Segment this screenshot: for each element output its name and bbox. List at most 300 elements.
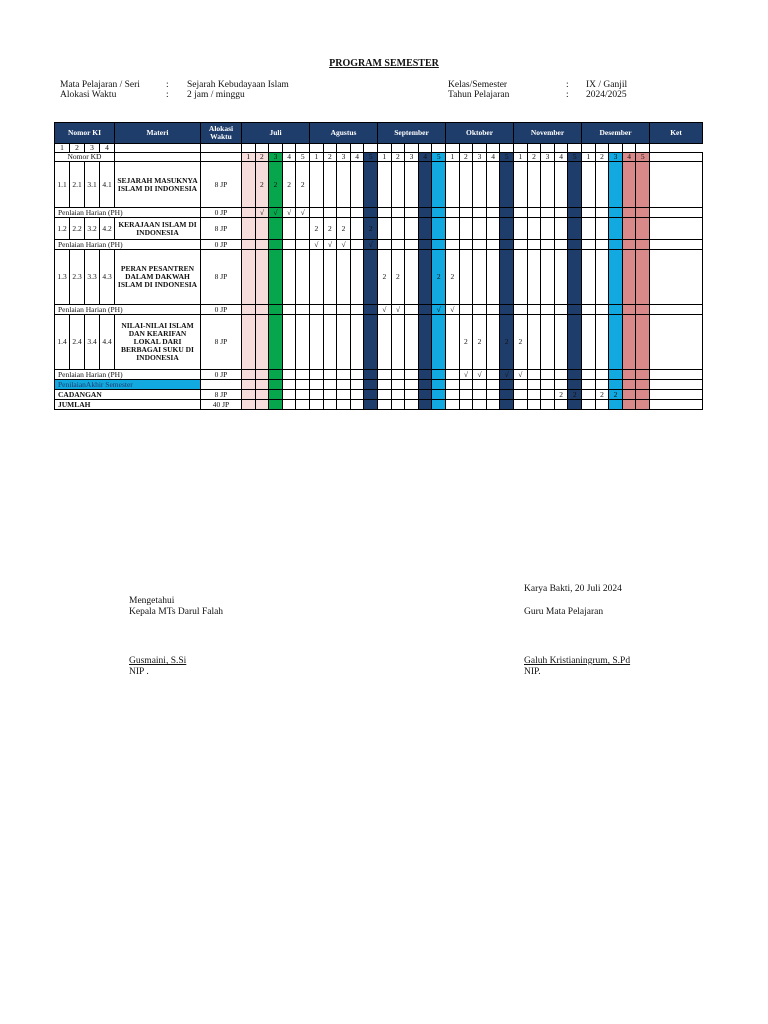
alokasi-cell: 8 JP [201, 390, 242, 400]
header-month: Agustus [310, 123, 378, 144]
program-table [54, 122, 703, 410]
week-cell [473, 390, 487, 400]
week-cell: √ [473, 370, 487, 380]
week-cell [269, 400, 283, 410]
week-cell [473, 208, 487, 218]
ket-cell [650, 240, 703, 250]
blank-cell [554, 144, 568, 153]
week-cell [514, 390, 528, 400]
week-cell [568, 208, 582, 218]
kd-number: 4.1 [100, 162, 115, 208]
week-cell [554, 305, 568, 315]
week-number: 4 [622, 153, 636, 162]
week-cell [282, 380, 296, 390]
week-number: 2 [391, 153, 405, 162]
blank-cell [405, 144, 419, 153]
week-cell [527, 305, 541, 315]
week-cell [582, 380, 596, 390]
ki-number: 3 [85, 144, 100, 153]
week-number: 3 [473, 153, 487, 162]
ket-cell [650, 315, 703, 370]
week-cell [595, 315, 609, 370]
blank-cell [255, 144, 269, 153]
week-cell [255, 390, 269, 400]
kd-number: 1.4 [55, 315, 70, 370]
week-cell [636, 305, 650, 315]
page-title: PROGRAM SEMESTER [329, 58, 439, 69]
week-cell [446, 380, 460, 390]
week-cell [568, 380, 582, 390]
week-cell [622, 240, 636, 250]
week-number: 1 [378, 153, 392, 162]
week-cell [323, 380, 337, 390]
ket-cell [650, 400, 703, 410]
week-number: 3 [405, 153, 419, 162]
place-date: Karya Bakti, 20 Juli 2024 [524, 584, 622, 594]
blank-cell [622, 144, 636, 153]
nomor-kd-label: Nomor KD [55, 153, 115, 162]
week-cell [255, 218, 269, 240]
week-cell [446, 162, 460, 208]
blank-cell [636, 144, 650, 153]
week-cell [582, 162, 596, 208]
week-cell [269, 390, 283, 400]
week-cell [473, 250, 487, 305]
week-cell [541, 218, 555, 240]
kd-number: 2.4 [70, 315, 85, 370]
week-cell [527, 315, 541, 370]
week-cell [486, 240, 500, 250]
week-cell [282, 390, 296, 400]
kepala-nip: NIP . [129, 667, 149, 677]
week-cell [323, 370, 337, 380]
week-cell [595, 400, 609, 410]
week-cell [432, 400, 446, 410]
week-cell [527, 400, 541, 410]
week-cell [636, 218, 650, 240]
week-cell [486, 250, 500, 305]
week-cell [337, 305, 351, 315]
week-cell: √ [514, 370, 528, 380]
week-cell [310, 250, 324, 305]
week-cell [609, 380, 623, 390]
week-cell [500, 208, 514, 218]
week-number: 2 [459, 153, 473, 162]
week-cell [242, 305, 256, 315]
week-cell [568, 400, 582, 410]
kelas-sep: : [566, 80, 569, 90]
week-cell [350, 390, 364, 400]
week-cell: √ [282, 208, 296, 218]
week-cell [364, 162, 378, 208]
week-cell [296, 315, 310, 370]
penilaian-harian-label: Penlaian Harian (PH) [55, 370, 201, 380]
week-cell [622, 305, 636, 315]
week-cell [391, 240, 405, 250]
week-cell [391, 162, 405, 208]
week-number: 1 [514, 153, 528, 162]
blank-cell [115, 153, 201, 162]
week-cell [568, 305, 582, 315]
week-cell [622, 162, 636, 208]
blank-cell [595, 144, 609, 153]
week-cell [255, 370, 269, 380]
alokasi-sep: : [166, 90, 169, 100]
week-cell [459, 380, 473, 390]
ki-number: 4 [100, 144, 115, 153]
week-cell [418, 250, 432, 305]
week-cell [418, 380, 432, 390]
week-cell [405, 218, 419, 240]
ket-cell [650, 208, 703, 218]
week-cell [609, 370, 623, 380]
week-cell [473, 400, 487, 410]
week-cell [255, 380, 269, 390]
week-cell: 2 [609, 390, 623, 400]
ket-cell [650, 305, 703, 315]
week-cell [310, 305, 324, 315]
week-cell: 2 [391, 250, 405, 305]
week-cell [242, 380, 256, 390]
week-number: 4 [282, 153, 296, 162]
ket-cell [650, 250, 703, 305]
week-cell [364, 390, 378, 400]
week-cell [541, 380, 555, 390]
week-cell [310, 380, 324, 390]
header-month: Juli [242, 123, 310, 144]
week-cell [527, 208, 541, 218]
week-cell [459, 400, 473, 410]
week-cell [378, 370, 392, 380]
week-cell [418, 390, 432, 400]
kd-number: 3.2 [85, 218, 100, 240]
week-cell: 2 [568, 390, 582, 400]
week-cell [364, 370, 378, 380]
alokasi-label: Alokasi Waktu [60, 90, 117, 100]
week-cell [554, 218, 568, 240]
week-cell [582, 218, 596, 240]
week-cell [527, 250, 541, 305]
week-cell: 2 [473, 315, 487, 370]
week-cell [269, 380, 283, 390]
week-number: 3 [609, 153, 623, 162]
week-cell [459, 250, 473, 305]
week-cell [473, 305, 487, 315]
tahun-value: 2024/2025 [586, 90, 627, 100]
week-cell [296, 390, 310, 400]
header-month: Desember [582, 123, 650, 144]
week-cell [282, 305, 296, 315]
week-cell [432, 208, 446, 218]
week-cell [568, 218, 582, 240]
week-cell [242, 400, 256, 410]
week-cell [568, 315, 582, 370]
week-cell [391, 380, 405, 390]
header-materi: Materi [115, 123, 201, 144]
week-cell [473, 218, 487, 240]
week-cell [282, 370, 296, 380]
week-cell [568, 162, 582, 208]
blank-cell [459, 144, 473, 153]
week-cell [364, 250, 378, 305]
week-cell [609, 240, 623, 250]
blank-cell [541, 144, 555, 153]
blank-cell [446, 144, 460, 153]
week-cell [554, 250, 568, 305]
week-cell [282, 218, 296, 240]
week-cell [282, 250, 296, 305]
week-cell [310, 208, 324, 218]
blank-cell [115, 144, 201, 153]
week-number: 4 [554, 153, 568, 162]
kepala-role: Kepala MTs Darul Falah [129, 607, 224, 617]
week-cell: √ [432, 305, 446, 315]
week-cell [500, 400, 514, 410]
week-cell [323, 400, 337, 410]
week-cell [554, 370, 568, 380]
week-cell: 2 [514, 315, 528, 370]
week-cell [486, 380, 500, 390]
week-cell [636, 390, 650, 400]
week-cell [622, 208, 636, 218]
week-cell: 2 [255, 162, 269, 208]
week-cell [350, 250, 364, 305]
week-cell: √ [337, 240, 351, 250]
blank-cell [432, 144, 446, 153]
week-cell [350, 380, 364, 390]
blank-cell [473, 144, 487, 153]
guru-name: Galuh Kristianingrum, S.Pd [524, 656, 631, 666]
week-cell [514, 218, 528, 240]
week-cell [337, 162, 351, 208]
week-cell [636, 370, 650, 380]
week-cell [568, 250, 582, 305]
week-cell [595, 218, 609, 240]
week-cell [242, 390, 256, 400]
week-cell [310, 315, 324, 370]
week-cell [418, 315, 432, 370]
week-cell [500, 218, 514, 240]
alokasi-cell: 8 JP [201, 250, 242, 305]
week-cell [500, 380, 514, 390]
week-cell [350, 305, 364, 315]
week-cell [500, 162, 514, 208]
week-cell [418, 208, 432, 218]
ket-cell [650, 390, 703, 400]
week-cell: √ [446, 305, 460, 315]
week-cell [378, 208, 392, 218]
week-cell [636, 380, 650, 390]
penilaian-harian-label: Penlaian Harian (PH) [55, 240, 201, 250]
week-cell [554, 240, 568, 250]
week-cell [514, 305, 528, 315]
week-cell [527, 162, 541, 208]
week-cell [405, 390, 419, 400]
week-cell [296, 380, 310, 390]
week-cell [269, 250, 283, 305]
week-cell [554, 208, 568, 218]
kd-number: 2.3 [70, 250, 85, 305]
kd-number: 4.2 [100, 218, 115, 240]
week-cell [432, 380, 446, 390]
week-number: 3 [337, 153, 351, 162]
week-cell [500, 390, 514, 400]
cadangan-label: CADANGAN [55, 390, 201, 400]
week-cell [432, 162, 446, 208]
week-cell [595, 250, 609, 305]
week-cell [622, 390, 636, 400]
week-cell [541, 315, 555, 370]
week-cell [514, 208, 528, 218]
week-cell [310, 370, 324, 380]
week-number: 5 [364, 153, 378, 162]
week-cell [459, 240, 473, 250]
header-month: Oktober [446, 123, 514, 144]
week-cell [310, 400, 324, 410]
week-cell [636, 250, 650, 305]
week-cell [609, 315, 623, 370]
week-cell [500, 240, 514, 250]
week-cell [595, 208, 609, 218]
week-cell [636, 400, 650, 410]
kd-number: 3.1 [85, 162, 100, 208]
week-cell [582, 208, 596, 218]
week-number: 3 [269, 153, 283, 162]
week-cell: √ [323, 240, 337, 250]
week-cell [364, 400, 378, 410]
week-cell: √ [459, 370, 473, 380]
week-cell [391, 218, 405, 240]
week-cell [527, 240, 541, 250]
tahun-sep: : [566, 90, 569, 100]
week-cell [310, 390, 324, 400]
week-cell [622, 370, 636, 380]
week-cell [418, 370, 432, 380]
week-cell [255, 250, 269, 305]
week-cell: 2 [459, 315, 473, 370]
week-cell [418, 218, 432, 240]
header-month: November [514, 123, 582, 144]
alokasi-cell: 8 JP [201, 218, 242, 240]
blank-cell [337, 144, 351, 153]
jumlah-label: JUMLAH [55, 400, 201, 410]
week-cell [473, 162, 487, 208]
week-cell [514, 162, 528, 208]
kd-number: 3.4 [85, 315, 100, 370]
week-cell [350, 218, 364, 240]
week-cell [405, 380, 419, 390]
week-cell [405, 315, 419, 370]
week-cell [582, 250, 596, 305]
week-cell [459, 305, 473, 315]
week-cell [391, 400, 405, 410]
week-cell: √ [364, 240, 378, 250]
week-cell [609, 400, 623, 410]
week-cell [609, 305, 623, 315]
blank-cell [378, 144, 392, 153]
mapel-sep: : [166, 80, 169, 90]
week-number: 4 [486, 153, 500, 162]
week-cell [609, 162, 623, 208]
materi-cell: PERAN PESANTREN DALAM DAKWAH ISLAM DI INDONESIA [115, 250, 201, 305]
week-number: 2 [255, 153, 269, 162]
week-cell [269, 370, 283, 380]
week-number: 4 [418, 153, 432, 162]
week-cell [255, 240, 269, 250]
week-cell [364, 305, 378, 315]
blank-cell [296, 144, 310, 153]
week-cell [337, 400, 351, 410]
week-cell [255, 315, 269, 370]
week-cell [622, 400, 636, 410]
blank-cell [323, 144, 337, 153]
blank-cell [609, 144, 623, 153]
week-cell [459, 162, 473, 208]
week-cell [486, 208, 500, 218]
week-cell [405, 400, 419, 410]
week-cell [242, 162, 256, 208]
header-alokasi: Alokasi Waktu [201, 123, 242, 144]
blank-cell [486, 144, 500, 153]
kelas-label: Kelas/Semester [448, 80, 508, 90]
week-cell: 2 [282, 162, 296, 208]
week-cell [391, 370, 405, 380]
week-cell [269, 315, 283, 370]
alokasi-cell: 0 JP [201, 208, 242, 218]
week-cell [405, 370, 419, 380]
blank-cell [310, 144, 324, 153]
week-cell [337, 390, 351, 400]
ket-cell [650, 218, 703, 240]
week-cell [296, 240, 310, 250]
week-cell [446, 400, 460, 410]
week-cell [595, 370, 609, 380]
week-cell [296, 305, 310, 315]
week-cell [323, 315, 337, 370]
week-cell [541, 250, 555, 305]
week-cell [636, 162, 650, 208]
week-number: 5 [432, 153, 446, 162]
week-cell: √ [500, 370, 514, 380]
week-cell [350, 370, 364, 380]
kd-number: 3.3 [85, 250, 100, 305]
week-cell [568, 370, 582, 380]
week-cell [432, 370, 446, 380]
mapel-value: Sejarah Kebudayaan Islam [187, 80, 289, 90]
week-cell [296, 370, 310, 380]
week-cell [582, 240, 596, 250]
penilaian-harian-label: Penlaian Harian (PH) [55, 305, 201, 315]
week-cell [337, 315, 351, 370]
week-cell [282, 400, 296, 410]
week-cell [473, 380, 487, 390]
week-cell [595, 305, 609, 315]
week-cell [269, 305, 283, 315]
week-cell [582, 305, 596, 315]
mapel-label: Mata Pelajaran / Seri [60, 80, 140, 90]
week-cell [296, 400, 310, 410]
week-cell [568, 240, 582, 250]
week-cell [378, 390, 392, 400]
week-cell: √ [310, 240, 324, 250]
week-cell: √ [255, 208, 269, 218]
week-cell: √ [296, 208, 310, 218]
week-cell [296, 218, 310, 240]
week-cell [541, 240, 555, 250]
blank-cell [242, 144, 256, 153]
week-cell [337, 370, 351, 380]
week-cell: 2 [500, 315, 514, 370]
